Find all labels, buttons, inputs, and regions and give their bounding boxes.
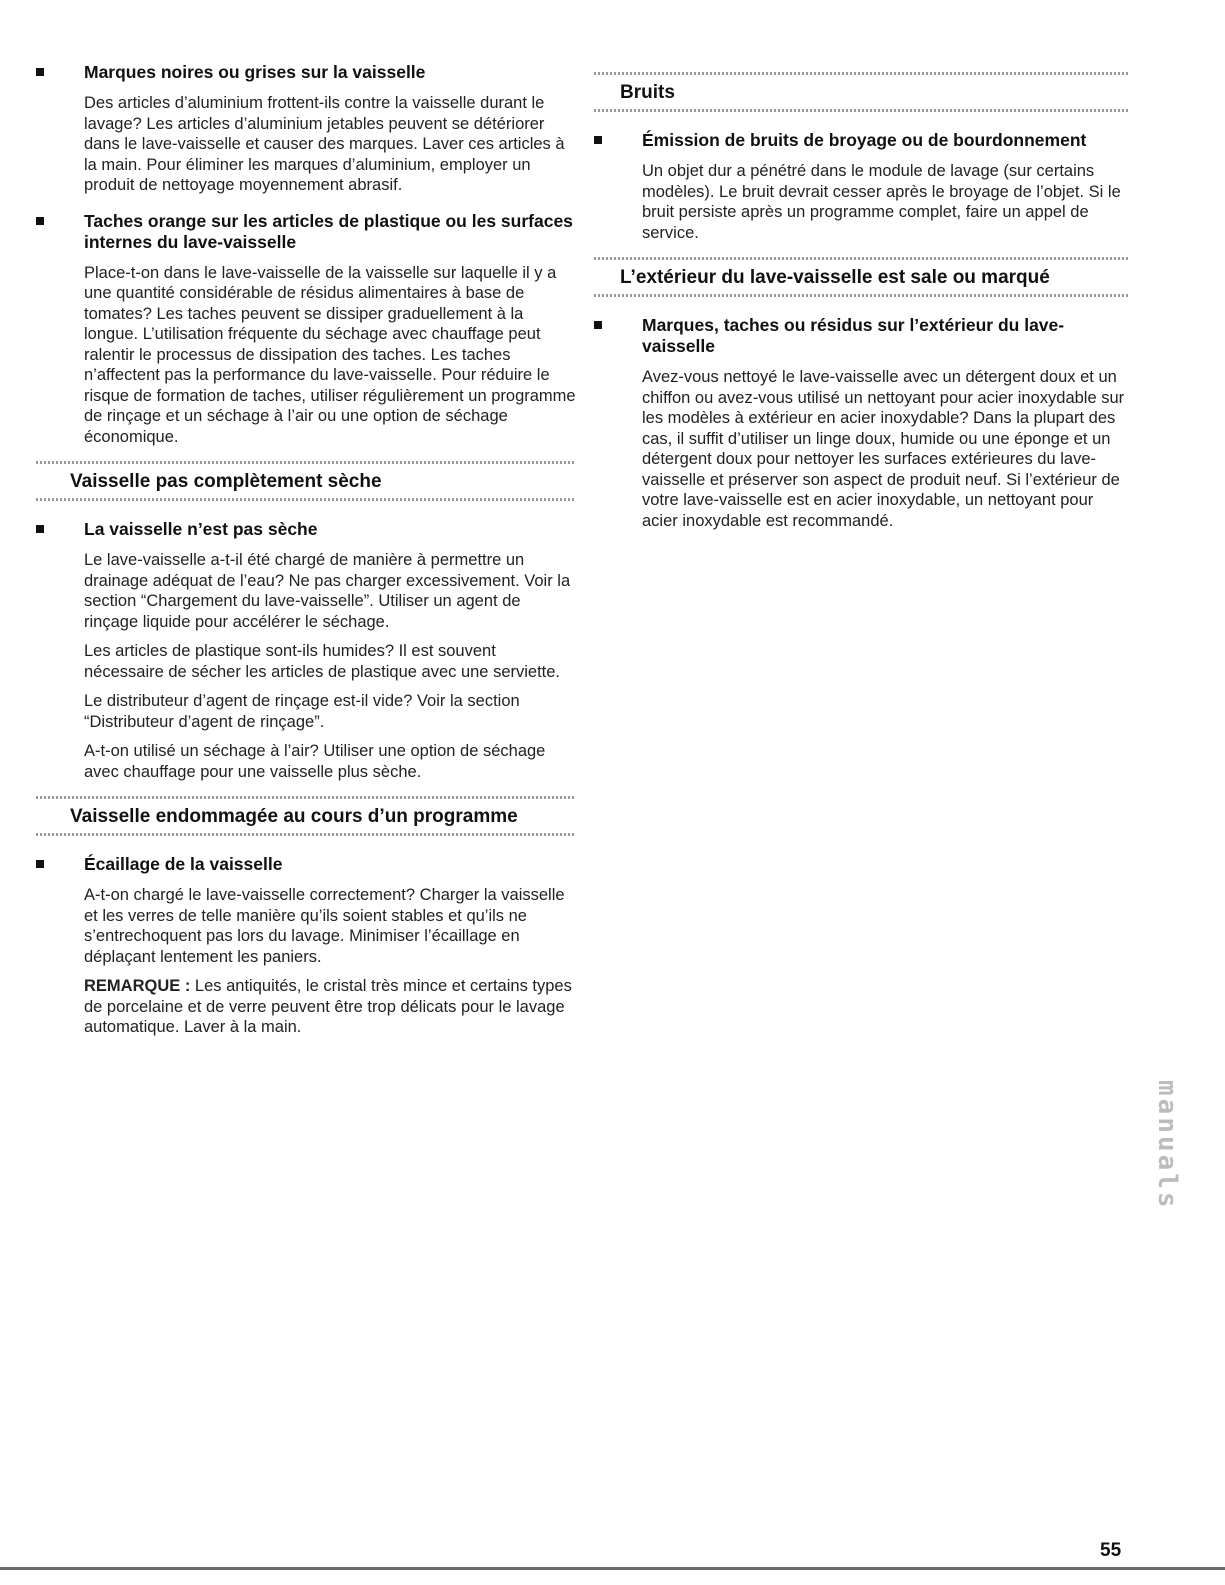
dotted-rule bbox=[594, 72, 1129, 75]
section-header-noise bbox=[594, 72, 1129, 112]
bullet-heading-orange-stains: Taches orange sur les articles de plastique ou les surfaces internes du lave-vaisselle bbox=[36, 211, 576, 253]
dotted-rule bbox=[36, 498, 576, 501]
bullet-heading-grinding-noise: Émission de bruits de broyage ou de bourdonnement bbox=[594, 130, 1129, 151]
paragraph: Les articles de plastique sont-ils humides? Il est souvent nécessaire de sécher les articles de plastique avec une serviette. bbox=[84, 642, 561, 681]
square-bullet-icon bbox=[594, 136, 602, 144]
bullet-heading-black-marks: Marques noires ou grises sur la vaisselle bbox=[36, 62, 576, 83]
dotted-rule bbox=[36, 796, 576, 799]
page-number: 55 bbox=[1100, 1540, 1122, 1561]
dotted-rule bbox=[36, 461, 576, 464]
section-header-damaged bbox=[36, 796, 576, 836]
bottom-rule bbox=[0, 1567, 1225, 1570]
section-title: Vaisselle endommagée au cours d’un programme bbox=[70, 806, 518, 827]
note-label: REMARQUE : bbox=[84, 977, 191, 995]
bullet-heading-not-dry: La vaisselle n’est pas sèche bbox=[36, 519, 576, 540]
dotted-rule bbox=[594, 257, 1129, 260]
dotted-rule bbox=[36, 833, 576, 836]
square-bullet-icon bbox=[36, 525, 44, 533]
right-column bbox=[594, 62, 1129, 540]
paragraph: A-t-on chargé le lave-vaisselle correctement? Charger la vaisselle et les verres de telle manière qu’ils soient stables et qu’ils ne s’entrechoquent pas lors du lavage. Minimiser l’écaillage en déplaçant lentement les paniers. bbox=[84, 886, 565, 966]
section-title: Vaisselle pas complètement sèche bbox=[70, 471, 382, 492]
watermark-logo: manuals bbox=[1152, 1080, 1182, 1211]
square-bullet-icon bbox=[36, 68, 44, 76]
bullet-heading-chipping: Écaillage de la vaisselle bbox=[36, 854, 576, 875]
paragraph: Place-t-on dans le lave-vaisselle de la vaisselle sur laquelle il y a une quantité considérable de résidus alimentaires à base de tomates? Les taches peuvent se dissiper graduellement à la longue. L’utilisation fréquente du séchage avec chauffage peut ralentir le processus de dissipation des taches. Les taches n’affectent pas la performance du lave-vaisselle. Pour réduire le risque de formation de taches, utiliser régulièrement un programme de rinçage et un séchage à l’air ou une option de séchage économique. bbox=[84, 263, 576, 446]
dotted-rule bbox=[594, 294, 1129, 297]
square-bullet-icon bbox=[594, 321, 602, 329]
paragraph: Des articles d’aluminium frottent-ils contre la vaisselle durant le lavage? Les articles d’aluminium jetables peuvent se détériorer dans le lave-vaisselle et causer des marques. Laver ces articles à la main. Pour éliminer les marques d’aluminium, employer un produit de nettoyage moyennement abrasif. bbox=[84, 94, 565, 194]
note-paragraph bbox=[84, 976, 576, 1038]
left-column bbox=[36, 62, 576, 1047]
section-header-not-dry bbox=[36, 461, 576, 501]
paragraph: Le lave-vaisselle a-t-il été chargé de manière à permettre un drainage adéquat de l’eau? Ne pas charger excessivement. Voir la section “Chargement du lave-vaisselle”. Utiliser un agent de rinçage liquide pour accélérer le séchage. bbox=[84, 551, 571, 631]
square-bullet-icon bbox=[36, 860, 44, 868]
bullet-heading-exterior-marks: Marques, taches ou résidus sur l’extérieur du lave-vaisselle bbox=[594, 315, 1129, 357]
section-title: Bruits bbox=[620, 82, 675, 103]
paragraph: Un objet dur a pénétré dans le module de lavage (sur certains modèles). Le bruit devrait cesser après le broyage de l’objet. Si le bruit persiste après un programme complet, faire un appel de service. bbox=[642, 162, 1121, 242]
section-title: L’extérieur du lave-vaisselle est sale ou marqué bbox=[620, 267, 1050, 288]
note-text: Les antiquités, le cristal très mince et certains types de porcelaine et de verre peuvent être trop délicats pour le lavage automatique. Laver à la main. bbox=[84, 977, 572, 1036]
paragraph: Avez-vous nettoyé le lave-vaisselle avec un détergent doux et un chiffon ou avez-vous utilisé un nettoyant pour acier inoxydable sur les modèles à extérieur en acier inoxydable? Dans la plupart des cas, il suffit d’utiliser un linge doux, humide ou une éponge et un détergent doux pour nettoyer les surfaces extérieures du lave-vaisselle et préserver son aspect de produit neuf. Si l’extérieur de votre lave-vaisselle est en acier inoxydable, un nettoyant pour acier inoxydable est recommandé. bbox=[642, 368, 1125, 530]
dotted-rule bbox=[594, 109, 1129, 112]
paragraph: A-t-on utilisé un séchage à l’air? Utiliser une option de séchage avec chauffage pour une vaisselle plus sèche. bbox=[84, 742, 546, 781]
square-bullet-icon bbox=[36, 217, 44, 225]
section-header-exterior bbox=[594, 257, 1129, 297]
paragraph: Le distributeur d’agent de rinçage est-il vide? Voir la section “Distributeur d’agent de rinçage”. bbox=[84, 692, 520, 731]
